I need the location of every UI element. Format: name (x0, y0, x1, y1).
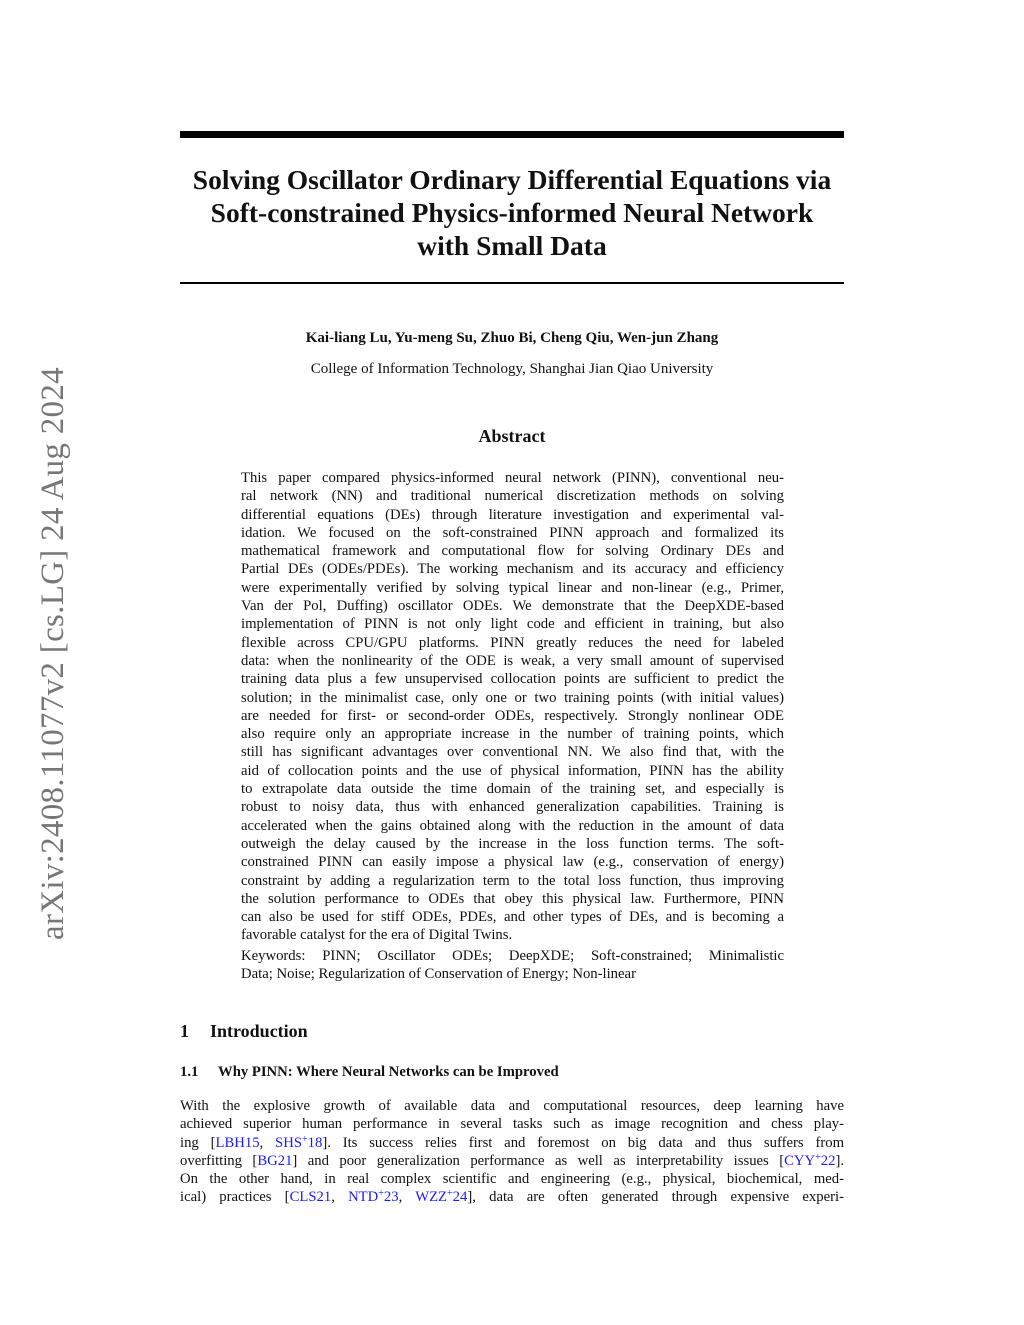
abstract-line: flexible across CPU/GPU platforms. PINN greatly reduces the need for labeled (241, 634, 784, 651)
abstract-line: the solution performance to ODEs that obey this physical law. Furthermore, PINN (241, 890, 784, 907)
text-run: ical) practices [ (180, 1189, 290, 1206)
citation-link[interactable] (415, 1189, 467, 1205)
subsection-title: Why PINN: Where Neural Networks can be Improved (218, 1064, 559, 1080)
citation-year: 22 (820, 1152, 836, 1169)
citation-link[interactable] (348, 1189, 399, 1205)
section-number: 1 (180, 1021, 189, 1041)
author-list: Kai-liang Lu, Yu-meng Su, Zhuo Bi, Cheng Qiu, Wen-jun Zhang (305, 330, 719, 346)
citation-key: CYY (784, 1152, 816, 1169)
abstract-line: ral network (NN) and traditional numerical discretization methods on solving (241, 488, 784, 505)
title-bottom-rule (180, 282, 844, 284)
arxiv-identifier: arXiv:2408.11077v2 [cs.LG] 24 Aug 2024 (35, 367, 71, 940)
title-line: Soft-constrained Physics-informed Neural Network (210, 197, 814, 228)
citation-year: 23 (383, 1189, 399, 1206)
citation-sup: + (378, 1188, 384, 1200)
abstract-line: robust to noisy data, thus with enhanced generalization capabilities. Training is (241, 799, 784, 816)
abstract-line: were experimentally verified by solving typical linear and non-linear (e.g., Primer, (241, 579, 784, 596)
abstract-line: are needed for first- or second-order ODEs, respectively. Strongly nonlinear ODE (241, 707, 784, 724)
citation-link[interactable]: LBH15 (215, 1134, 260, 1151)
abstract-line: constrained PINN can easily impose a physical law (e.g., conservation of energy) (241, 854, 784, 871)
abstract-line: Van der Pol, Duffing) oscillator ODEs. We demonstrate that the DeepXDE-based (241, 598, 784, 615)
abstract-line: aid of collocation points and the use of physical information, PINN has the ability (241, 762, 784, 779)
text-run: ], data are often generated through expensive experi- (467, 1189, 844, 1206)
abstract-line: to extrapolate data outside the time domain of the training set, and especially is (241, 781, 784, 798)
paragraph-line (180, 1152, 844, 1170)
paragraph-line: achieved superior human performance in several tasks such as image recognition and chess play- (180, 1116, 844, 1133)
text-run: ing [ (180, 1134, 216, 1151)
abstract-line: implementation of PINN is not only light code and efficient in training, but also (241, 616, 784, 633)
citation-sup: + (302, 1133, 308, 1145)
paragraph-line (180, 1134, 844, 1152)
abstract-line: can also be used for stiff ODEs, PDEs, and other types of DEs, and is becoming a (241, 909, 784, 926)
subsection-number: 1.1 (180, 1064, 199, 1080)
intro-paragraph (180, 1097, 844, 1207)
affiliation: College of Information Technology, Shanghai Jian Qiao University (310, 361, 714, 377)
citation-key: SHS (275, 1134, 302, 1151)
citation-link[interactable]: CLS21 (289, 1189, 332, 1206)
text-run: ]. (835, 1152, 844, 1169)
paragraph-line: With the explosive growth of available data and computational resources, deep learning have (180, 1098, 844, 1114)
citation-key: NTD (348, 1189, 379, 1206)
keywords-line: Data; Noise; Regularization of Conservation of Energy; Non-linear (241, 966, 636, 983)
paper-title (150, 163, 874, 262)
abstract-body (241, 469, 784, 945)
abstract-line: mathematical framework and computational flow for solving Ordinary DEs and (241, 543, 784, 560)
text-run: overfitting [ (180, 1152, 258, 1169)
citation-link[interactable] (275, 1135, 322, 1151)
text-run: , (259, 1134, 276, 1151)
citation-link[interactable] (784, 1153, 835, 1169)
abstract-line: idation. We focused on the soft-constrained PINN approach and formalized its (241, 524, 784, 541)
keywords (241, 947, 784, 984)
abstract-line: also require only an appropriate increase in the number of training points, which (241, 726, 784, 743)
abstract-line: outweigh the delay caused by the increase in the loss function terms. The soft- (241, 835, 784, 852)
abstract-line: still has significant advantages over conventional NN. We also find that, with the (241, 744, 784, 761)
section-title: Introduction (210, 1021, 308, 1041)
title-line: Solving Oscillator Ordinary Differential Equations via (192, 164, 832, 195)
abstract-heading: Abstract (478, 426, 546, 446)
title-line: with Small Data (417, 230, 607, 261)
title-top-rule (180, 131, 844, 138)
citation-link[interactable]: BG21 (257, 1152, 293, 1169)
abstract-line: differential equations (DEs) through literature investigation and experimental val- (241, 506, 784, 523)
abstract-line: solution; in the minimalist case, only one or two training points (with initial values) (241, 689, 784, 706)
abstract-line: accelerated when the gains obtained along with the reduction in the amount of data (241, 817, 784, 834)
citation-sup: + (815, 1151, 821, 1163)
abstract-line: favorable catalyst for the era of Digital Twins. (241, 927, 513, 944)
abstract-line: Partial DEs (ODEs/PDEs). The working mechanism and its accuracy and efficiency (241, 561, 784, 578)
text-run: , (331, 1189, 349, 1206)
citation-sup: + (447, 1188, 453, 1200)
subsection-heading (180, 1062, 559, 1082)
text-run: ]. Its success relies first and foremost on big data and thus suffers from (322, 1134, 844, 1151)
abstract-line: This paper compared physics-informed neural network (PINN), conventional neu- (241, 470, 784, 486)
abstract-line: data: when the nonlinearity of the ODE is weak, a very small amount of supervised (241, 652, 784, 669)
paragraph-line: On the other hand, in real complex scientific and engineering (e.g., physical, biochemical, med- (180, 1171, 844, 1188)
citation-key: WZZ (415, 1189, 448, 1206)
text-run: ] and poor generalization performance as well as interpretability issues [ (292, 1152, 785, 1169)
paragraph-line (180, 1188, 844, 1206)
section-heading (180, 1020, 308, 1042)
keywords-line: Keywords: PINN; Oscillator ODEs; DeepXDE; Soft-constrained; Minimalistic (241, 948, 784, 964)
abstract-line: constraint by adding a regularization term to the total loss function, thus improving (241, 872, 784, 889)
abstract-line: training data plus a few unsupervised collocation points are sufficient to predict the (241, 671, 784, 688)
citation-year: 24 (452, 1189, 468, 1206)
text-run: , (398, 1189, 416, 1206)
citation-year: 18 (307, 1134, 323, 1151)
